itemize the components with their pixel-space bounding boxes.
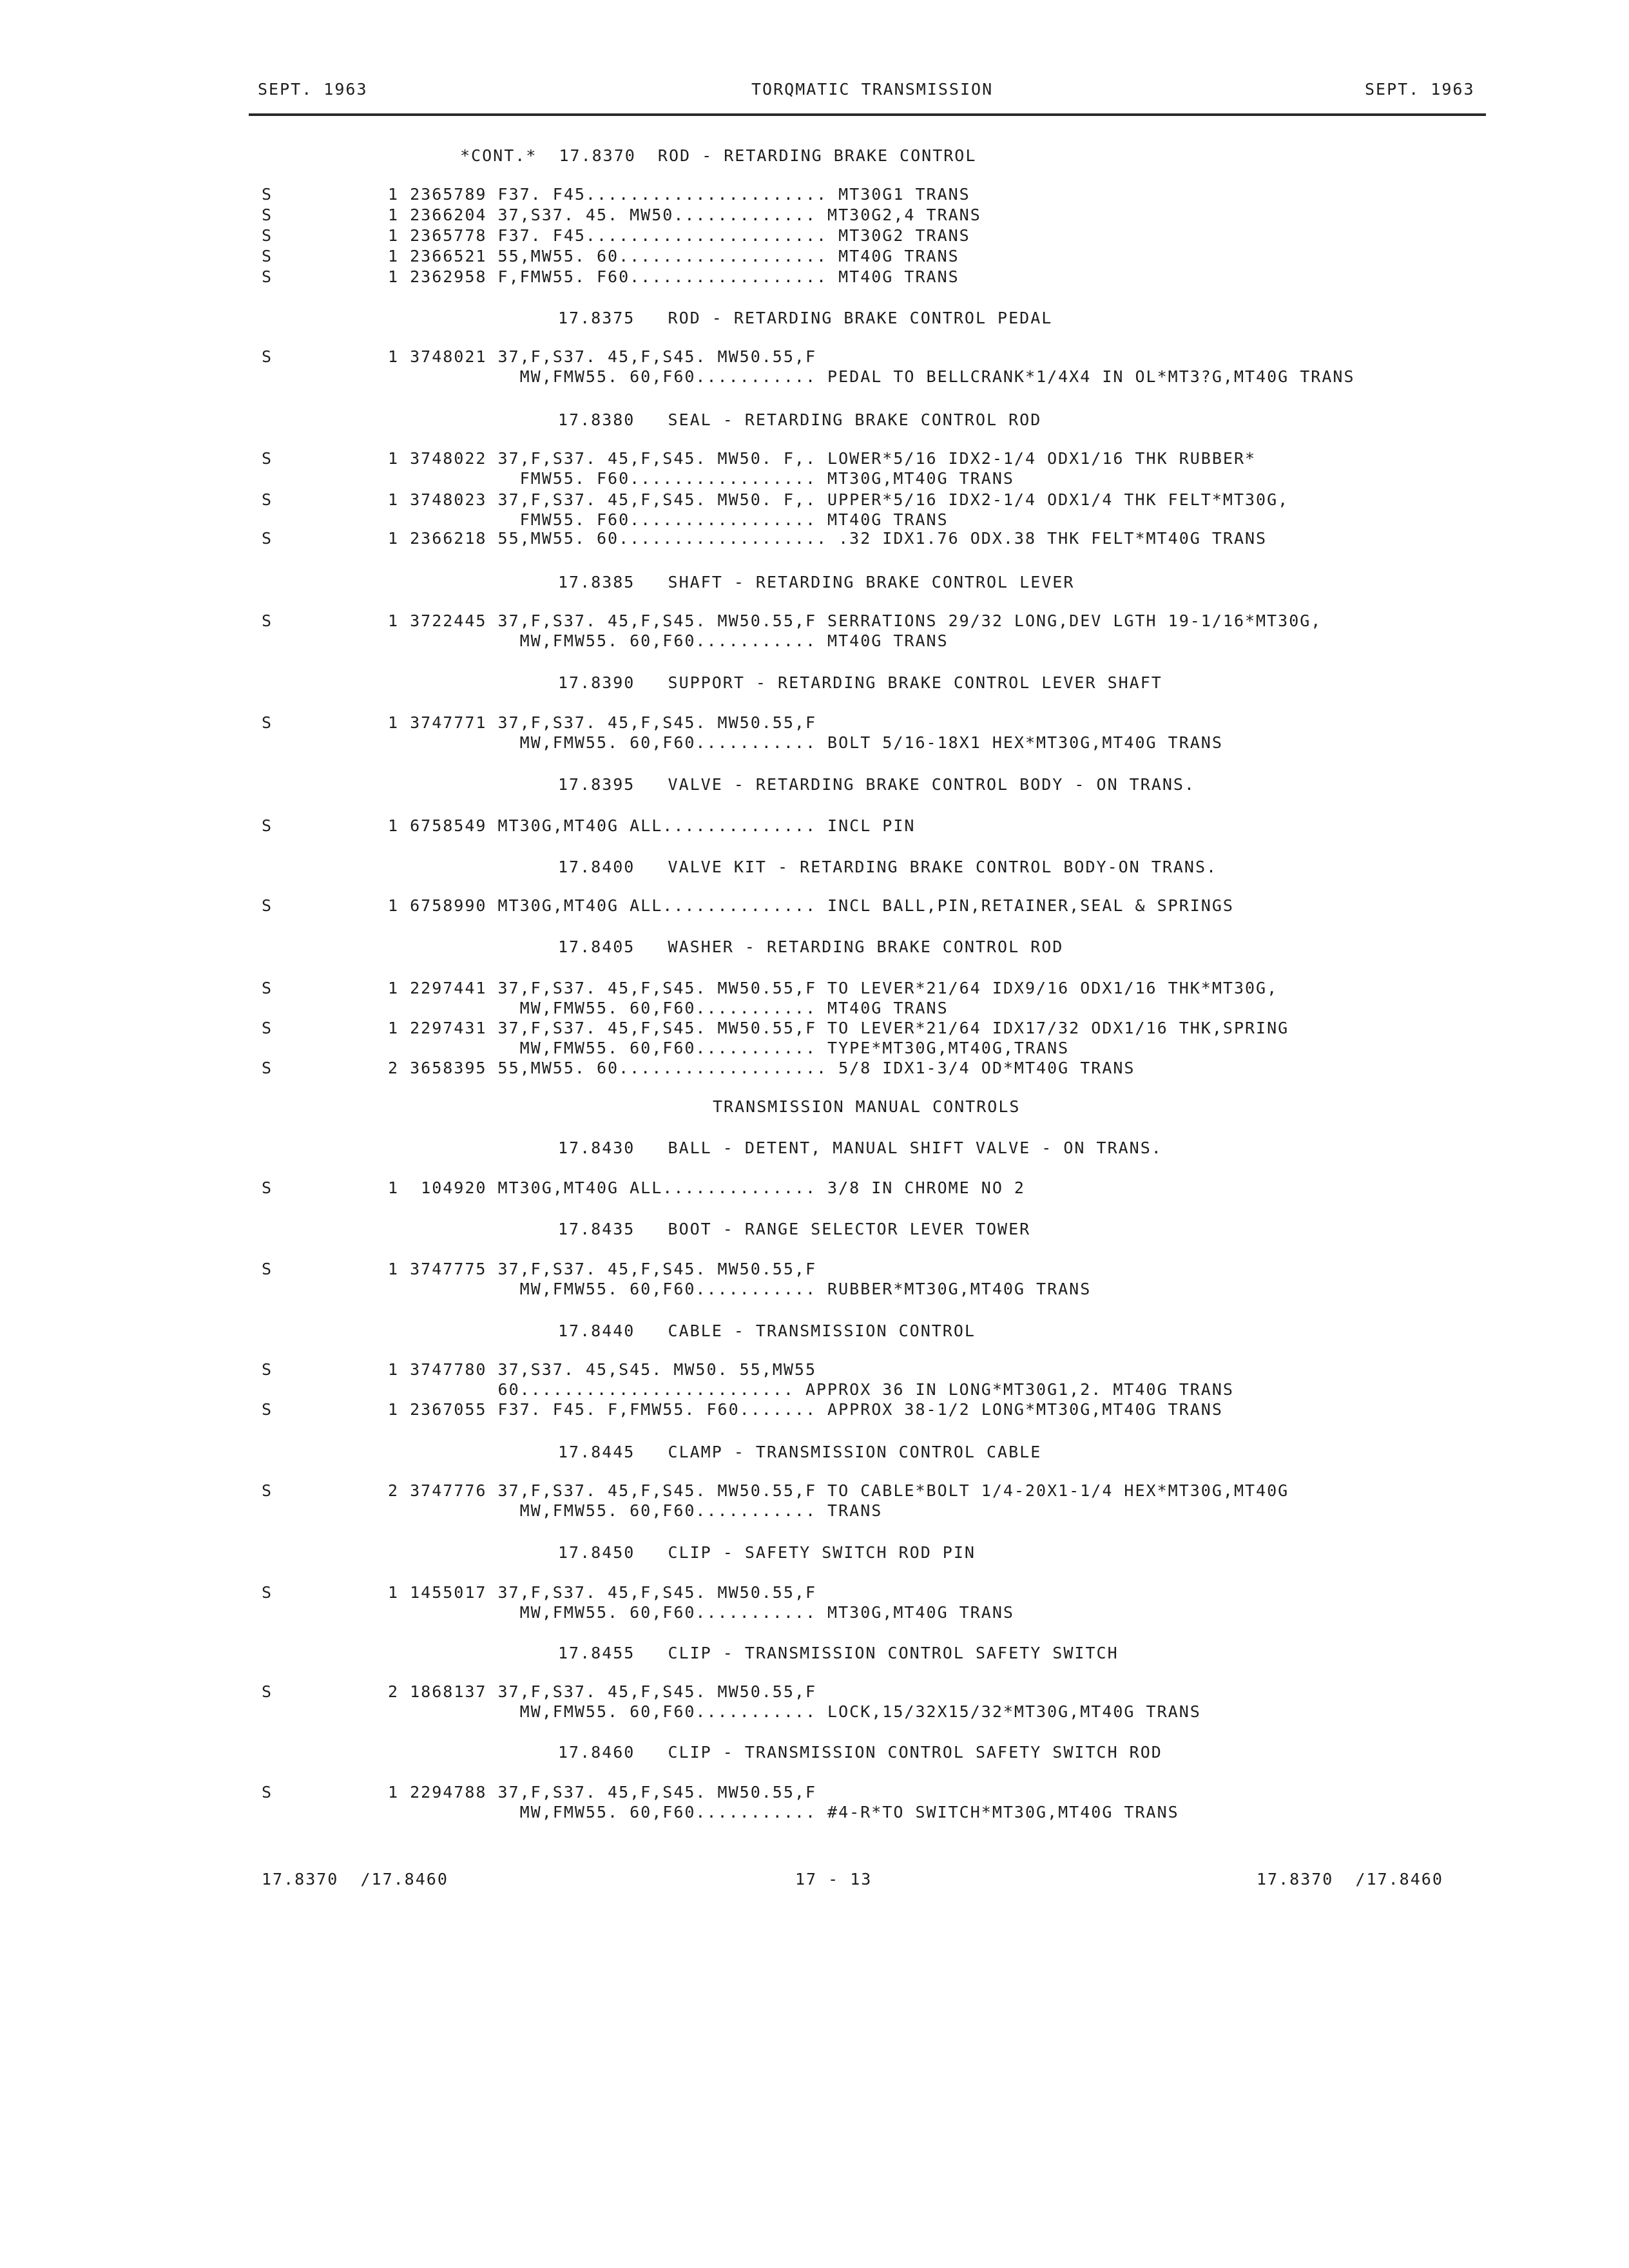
part-entry-line: 1 2365789 F37. F45...................... MT30G1 TRANS bbox=[388, 185, 970, 204]
section-title: 17.8395 VALVE - RETARDING BRAKE CONTROL BODY - ON TRANS. bbox=[558, 775, 1195, 794]
part-entry-line: 1 3722445 37,F,S37. 45,F,S45. MW50.55,F SERRATIONS 29/32 LONG,DEV LGTH 19-1/16*MT30G, bbox=[388, 611, 1322, 630]
section-title: 17.8460 CLIP - TRANSMISSION CONTROL SAFETY SWITCH ROD bbox=[558, 1743, 1162, 1762]
part-entry-line: 1 1455017 37,F,S37. 45,F,S45. MW50.55,F bbox=[388, 1583, 816, 1602]
part-entry-line: MW,FMW55. 60,F60........... TYPE*MT30G,MT40G,TRANS bbox=[388, 1039, 1070, 1057]
part-entry-line: 1 3747771 37,F,S37. 45,F,S45. MW50.55,F bbox=[388, 713, 816, 732]
part-entry-line: MW,FMW55. 60,F60........... #4-R*TO SWITCH*MT30G,MT40G TRANS bbox=[388, 1803, 1179, 1821]
part-entry-line: 1 3748023 37,F,S37. 45,F,S45. MW50. F,. UPPER*5/16 IDX2-1/4 ODX1/4 THK FELT*MT30G, bbox=[388, 490, 1289, 509]
source-flag: S bbox=[262, 449, 273, 468]
part-entry-line: MW,FMW55. 60,F60........... MT40G TRANS bbox=[388, 999, 949, 1017]
part-entry-line: 1 2362958 F,FMW55. F60.................. MT40G TRANS bbox=[388, 267, 959, 286]
source-flag: S bbox=[262, 185, 273, 204]
source-flag: S bbox=[262, 1400, 273, 1419]
part-entry-line: 1 104920 MT30G,MT40G ALL.............. 3/8 IN CHROME NO 2 bbox=[388, 1178, 1025, 1197]
source-flag: S bbox=[262, 490, 273, 509]
group-heading: TRANSMISSION MANUAL CONTROLS bbox=[713, 1097, 1021, 1116]
header-date-left: SEPT. 1963 bbox=[258, 80, 368, 99]
source-flag: S bbox=[262, 1260, 273, 1278]
section-title: 17.8390 SUPPORT - RETARDING BRAKE CONTROL LEVER SHAFT bbox=[558, 673, 1162, 692]
source-flag: S bbox=[262, 611, 273, 630]
footer-page-number: 17 - 13 bbox=[795, 1870, 872, 1888]
part-entry-line: 1 2367055 F37. F45. F,FMW55. F60....... APPROX 38-1/2 LONG*MT30G,MT40G TRANS bbox=[388, 1400, 1223, 1419]
header-rule bbox=[249, 113, 1486, 116]
source-flag: S bbox=[262, 1682, 273, 1701]
source-flag: S bbox=[262, 1059, 273, 1077]
section-title: 17.8400 VALVE KIT - RETARDING BRAKE CONTROL BODY-ON TRANS. bbox=[558, 858, 1218, 876]
source-flag: S bbox=[262, 1481, 273, 1500]
source-flag: S bbox=[262, 713, 273, 732]
part-entry-line: FMW55. F60................. MT40G TRANS bbox=[388, 510, 949, 529]
source-flag: S bbox=[262, 206, 273, 224]
source-flag: S bbox=[262, 267, 273, 286]
source-flag: S bbox=[262, 896, 273, 915]
source-flag: S bbox=[262, 529, 273, 548]
section-title: 17.8450 CLIP - SAFETY SWITCH ROD PIN bbox=[558, 1543, 976, 1562]
source-flag: S bbox=[262, 1360, 273, 1379]
part-entry-line: 1 2297441 37,F,S37. 45,F,S45. MW50.55,F TO LEVER*21/64 IDX9/16 ODX1/16 THK*MT30G, bbox=[388, 979, 1278, 997]
part-entry-line: 1 6758549 MT30G,MT40G ALL.............. INCL PIN bbox=[388, 816, 916, 835]
header-title: TORQMATIC TRANSMISSION bbox=[751, 80, 994, 99]
source-flag: S bbox=[262, 247, 273, 265]
source-flag: S bbox=[262, 1019, 273, 1037]
section-title: 17.8385 SHAFT - RETARDING BRAKE CONTROL LEVER bbox=[558, 573, 1075, 591]
part-entry-line: 1 2366204 37,S37. 45. MW50............. MT30G2,4 TRANS bbox=[388, 206, 981, 224]
section-title: 17.8440 CABLE - TRANSMISSION CONTROL bbox=[558, 1321, 976, 1340]
section-title: 17.8435 BOOT - RANGE SELECTOR LEVER TOWER bbox=[558, 1220, 1031, 1238]
part-entry-line: MW,FMW55. 60,F60........... RUBBER*MT30G,MT40G TRANS bbox=[388, 1280, 1092, 1298]
section-title: 17.8445 CLAMP - TRANSMISSION CONTROL CABLE bbox=[558, 1443, 1042, 1461]
source-flag: S bbox=[262, 816, 273, 835]
part-entry-line: FMW55. F60................. MT30G,MT40G TRANS bbox=[388, 469, 1014, 488]
source-flag: S bbox=[262, 1583, 273, 1602]
section-title: 17.8375 ROD - RETARDING BRAKE CONTROL PEDAL bbox=[558, 309, 1053, 327]
part-entry-line: 1 6758990 MT30G,MT40G ALL.............. INCL BALL,PIN,RETAINER,SEAL & SPRINGS bbox=[388, 896, 1234, 915]
source-flag: S bbox=[262, 226, 273, 245]
part-entry-line: 1 3747780 37,S37. 45,S45. MW50. 55,MW55 bbox=[388, 1360, 816, 1379]
footer-range-right: 17.8370 /17.8460 bbox=[1257, 1870, 1443, 1888]
part-entry-line: MW,FMW55. 60,F60........... TRANS bbox=[388, 1501, 883, 1520]
part-entry-line: 1 2366218 55,MW55. 60................... .32 IDX1.76 ODX.38 THK FELT*MT40G TRANS bbox=[388, 529, 1268, 548]
part-entry-line: 1 2297431 37,F,S37. 45,F,S45. MW50.55,F TO LEVER*21/64 IDX17/32 ODX1/16 THK,SPRING bbox=[388, 1019, 1289, 1037]
part-entry-line: 1 2366521 55,MW55. 60................... MT40G TRANS bbox=[388, 247, 959, 265]
section-title: 17.8455 CLIP - TRANSMISSION CONTROL SAFETY SWITCH bbox=[558, 1644, 1119, 1662]
section-title: 17.8380 SEAL - RETARDING BRAKE CONTROL ROD bbox=[558, 410, 1042, 429]
part-entry-line: MW,FMW55. 60,F60........... LOCK,15/32X15/32*MT30G,MT40G TRANS bbox=[388, 1702, 1201, 1721]
section-title: *CONT.* 17.8370 ROD - RETARDING BRAKE CONTROL bbox=[460, 146, 977, 165]
source-flag: S bbox=[262, 1783, 273, 1802]
part-entry-line: MW,FMW55. 60,F60........... MT40G TRANS bbox=[388, 631, 949, 650]
section-title: 17.8405 WASHER - RETARDING BRAKE CONTROL ROD bbox=[558, 937, 1064, 956]
part-entry-line: 2 3658395 55,MW55. 60................... 5/8 IDX1-3/4 OD*MT40G TRANS bbox=[388, 1059, 1135, 1077]
footer-range-left: 17.8370 /17.8460 bbox=[262, 1870, 448, 1888]
part-entry-line: 1 3748021 37,F,S37. 45,F,S45. MW50.55,F bbox=[388, 347, 816, 366]
part-entry-line: 2 3747776 37,F,S37. 45,F,S45. MW50.55,F TO CABLE*BOLT 1/4-20X1-1/4 HEX*MT30G,MT40G bbox=[388, 1481, 1289, 1500]
source-flag: S bbox=[262, 347, 273, 366]
part-entry-line: 1 2365778 F37. F45...................... MT30G2 TRANS bbox=[388, 226, 970, 245]
header-date-right: SEPT. 1963 bbox=[1365, 80, 1475, 99]
source-flag: S bbox=[262, 1178, 273, 1197]
section-title: 17.8430 BALL - DETENT, MANUAL SHIFT VALVE - ON TRANS. bbox=[558, 1139, 1162, 1157]
source-flag: S bbox=[262, 979, 273, 997]
part-entry-line: 1 3748022 37,F,S37. 45,F,S45. MW50. F,. LOWER*5/16 IDX2-1/4 ODX1/16 THK RUBBER* bbox=[388, 449, 1257, 468]
part-entry-line: 1 3747775 37,F,S37. 45,F,S45. MW50.55,F bbox=[388, 1260, 816, 1278]
part-entry-line: 60......................... APPROX 36 IN LONG*MT30G1,2. MT40G TRANS bbox=[388, 1380, 1234, 1399]
part-entry-line: 1 2294788 37,F,S37. 45,F,S45. MW50.55,F bbox=[388, 1783, 816, 1802]
part-entry-line: MW,FMW55. 60,F60........... PEDAL TO BELLCRANK*1/4X4 IN OL*MT3?G,MT40G TRANS bbox=[388, 367, 1355, 386]
part-entry-line: MW,FMW55. 60,F60........... MT30G,MT40G TRANS bbox=[388, 1603, 1014, 1622]
part-entry-line: MW,FMW55. 60,F60........... BOLT 5/16-18X1 HEX*MT30G,MT40G TRANS bbox=[388, 733, 1223, 752]
part-entry-line: 2 1868137 37,F,S37. 45,F,S45. MW50.55,F bbox=[388, 1682, 816, 1701]
